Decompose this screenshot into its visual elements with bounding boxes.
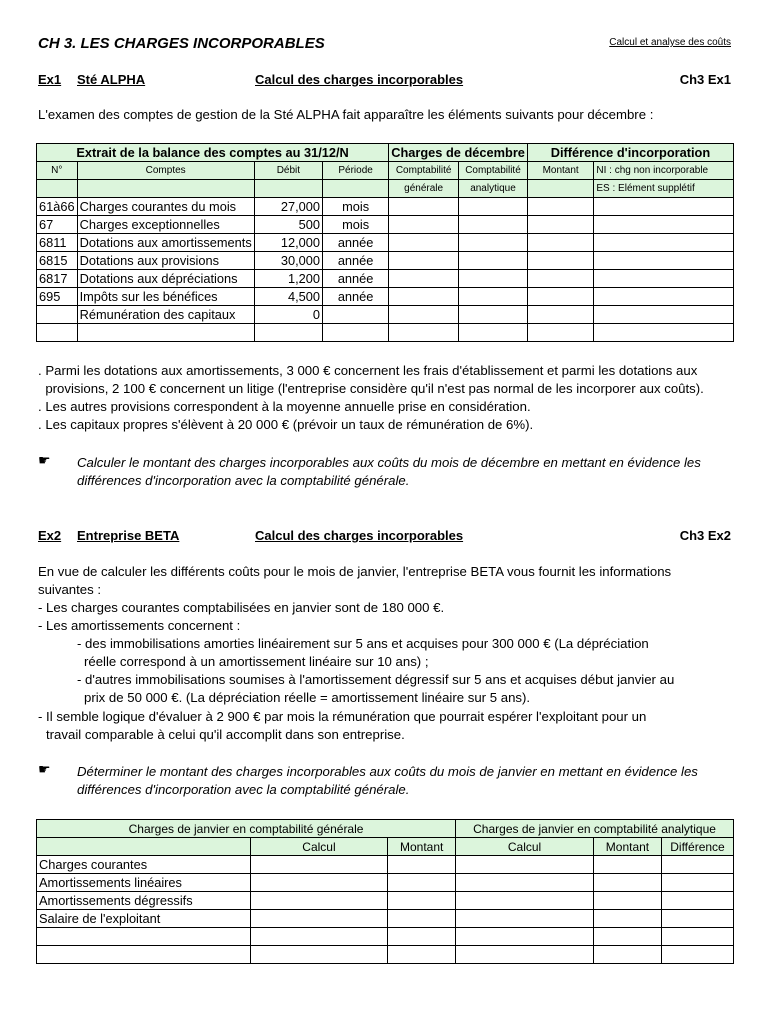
empty-answer-cell[interactable]: [389, 216, 459, 234]
empty-answer-cell[interactable]: [250, 928, 388, 946]
empty-answer-cell[interactable]: [250, 910, 388, 928]
charge-label: Salaire de l'exploitant: [37, 910, 251, 928]
empty-answer-cell[interactable]: [388, 928, 456, 946]
pointing-hand-icon: ☛: [38, 452, 51, 468]
empty-answer-cell[interactable]: [456, 910, 594, 928]
col-periode-header: Période: [323, 162, 389, 180]
empty-answer-cell[interactable]: [594, 198, 734, 216]
page-subtitle: Calcul et analyse des coûts: [609, 37, 731, 48]
account-number: 6815: [37, 252, 78, 270]
ca-group-header: Charges de janvier en comptabilité analytique: [456, 820, 734, 838]
table-row: [37, 198, 734, 216]
empty-answer-cell[interactable]: [389, 270, 459, 288]
ex2-line-2: suivantes :: [38, 582, 102, 597]
account-number: 695: [37, 288, 78, 306]
ex2-task-1: Déterminer le montant des charges incorporables aux coûts du mois de janvier en mettant en évidence les: [77, 764, 698, 779]
table-row: [37, 946, 734, 964]
january-table: [36, 819, 734, 964]
period: année: [323, 252, 389, 270]
empty-answer-cell[interactable]: [593, 856, 661, 874]
period: année: [323, 234, 389, 252]
charge-label: Amortissements linéaires: [37, 874, 251, 892]
empty-answer-cell[interactable]: [593, 910, 661, 928]
balance-table: [36, 143, 734, 342]
col-montant-header: Montant: [527, 162, 593, 180]
empty-answer-cell[interactable]: [389, 234, 459, 252]
col-ni-header: NI : chg non incorporable: [594, 162, 734, 180]
ex2-line-1: En vue de calculer les différents coûts pour le mois de janvier, l'entreprise BETA vous fournit les informations: [38, 564, 672, 579]
empty-answer-cell[interactable]: [661, 892, 733, 910]
cg-calcul-header: Calcul: [250, 838, 388, 856]
ex2-label: Ex2: [38, 528, 62, 543]
ex2-ref: Ch3 Ex2: [679, 528, 731, 543]
empty-answer-cell[interactable]: [388, 892, 456, 910]
ex2-line-7: - d'autres immobilisations soumises à l'amortissement dégressif sur 5 ans et acquises début janvier au: [77, 672, 675, 687]
table-row: [37, 306, 734, 324]
empty-answer-cell[interactable]: [250, 856, 388, 874]
table-row: [37, 892, 734, 910]
empty-answer-cell[interactable]: [459, 270, 528, 288]
empty-answer-cell[interactable]: [389, 288, 459, 306]
account-name: Impôts sur les bénéfices: [77, 288, 254, 306]
difference-header: Différence: [661, 838, 733, 856]
period: [323, 324, 389, 342]
header-blank: [37, 180, 78, 198]
empty-answer-cell[interactable]: [459, 234, 528, 252]
empty-answer-cell[interactable]: [527, 252, 593, 270]
ex2-task-2: différences d'incorporation avec la comptabilité générale.: [77, 782, 410, 797]
empty-answer-cell[interactable]: [593, 892, 661, 910]
period: mois: [323, 216, 389, 234]
ex1-heading: Calcul des charges incorporables: [255, 72, 464, 87]
empty-answer-cell[interactable]: [527, 270, 593, 288]
empty-answer-cell[interactable]: [593, 874, 661, 892]
pointing-hand-icon: ☛: [38, 761, 51, 777]
ex1-note-4: . Les capitaux propres s'élèvent à 20 000 € (prévoir un taux de rémunération de 6%).: [38, 417, 534, 432]
empty-answer-cell[interactable]: [594, 324, 734, 342]
empty-answer-cell[interactable]: [456, 874, 594, 892]
empty-answer-cell[interactable]: [459, 324, 528, 342]
col-comptes-header: Comptes: [77, 162, 254, 180]
account-name: Rémunération des capitaux: [77, 306, 254, 324]
account-number: 67: [37, 216, 78, 234]
empty-answer-cell[interactable]: [661, 928, 733, 946]
table-row: [37, 234, 734, 252]
ex2-heading: Calcul des charges incorporables: [255, 528, 464, 543]
period: année: [323, 288, 389, 306]
empty-answer-cell[interactable]: [459, 252, 528, 270]
difference-group-header: Différence d'incorporation: [527, 144, 733, 162]
page-title: CH 3. LES CHARGES INCORPORABLES: [38, 35, 325, 52]
debit-amount: 12,000: [254, 234, 322, 252]
ex2-line-4: - Les amortissements concernent :: [38, 618, 241, 633]
empty-answer-cell[interactable]: [250, 892, 388, 910]
empty-answer-cell[interactable]: [661, 946, 733, 964]
empty-answer-cell[interactable]: [527, 324, 593, 342]
empty-answer-cell[interactable]: [456, 892, 594, 910]
empty-answer-cell[interactable]: [459, 306, 528, 324]
empty-answer-cell[interactable]: [389, 306, 459, 324]
ex2-line-5: - des immobilisations amorties linéairement sur 5 ans et acquises pour 300 000 € (La dépréciation: [77, 636, 649, 651]
cg-montant-header: Montant: [388, 838, 456, 856]
empty-answer-cell[interactable]: [388, 874, 456, 892]
empty-answer-cell[interactable]: [389, 324, 459, 342]
account-name: Charges courantes du mois: [77, 198, 254, 216]
table-row: [37, 910, 734, 928]
ex1-company: Sté ALPHA: [77, 72, 146, 87]
balance-group-header: Extrait de la balance des comptes au 31/12/N: [37, 144, 389, 162]
empty-answer-cell[interactable]: [456, 928, 594, 946]
col-cg-header: Comptabilité: [389, 162, 459, 180]
empty-answer-cell[interactable]: [459, 288, 528, 306]
empty-answer-cell[interactable]: [459, 216, 528, 234]
empty-answer-cell[interactable]: [594, 234, 734, 252]
charge-label: [37, 946, 251, 964]
period: mois: [323, 198, 389, 216]
table-row: [37, 288, 734, 306]
empty-answer-cell[interactable]: [594, 288, 734, 306]
charge-label: [37, 928, 251, 946]
ex1-label: Ex1: [38, 72, 62, 87]
account-number: [37, 324, 78, 342]
empty-answer-cell[interactable]: [527, 216, 593, 234]
col-es-header: ES : Elément supplétif: [594, 180, 734, 198]
ex1-task-1: Calculer le montant des charges incorporables aux coûts du mois de décembre en mettant en évidence les: [77, 455, 701, 470]
empty-answer-cell[interactable]: [250, 946, 388, 964]
table-row: [37, 252, 734, 270]
account-name: Dotations aux provisions: [77, 252, 254, 270]
empty-answer-cell[interactable]: [661, 874, 733, 892]
empty-answer-cell[interactable]: [527, 234, 593, 252]
empty-answer-cell[interactable]: [388, 946, 456, 964]
table-row: [37, 928, 734, 946]
empty-answer-cell[interactable]: [388, 910, 456, 928]
ex1-ref: Ch3 Ex1: [679, 72, 731, 87]
debit-amount: 27,000: [254, 198, 322, 216]
charge-label: Amortissements dégressifs: [37, 892, 251, 910]
empty-answer-cell[interactable]: [661, 910, 733, 928]
ca-calcul-header: Calcul: [456, 838, 594, 856]
empty-answer-cell[interactable]: [389, 198, 459, 216]
empty-answer-cell[interactable]: [527, 198, 593, 216]
empty-answer-cell[interactable]: [389, 252, 459, 270]
col-num-header: N°: [37, 162, 78, 180]
col-debit-header: Débit: [254, 162, 322, 180]
ex1-task-2: différences d'incorporation avec la comptabilité générale.: [77, 473, 410, 488]
account-number: 61à66: [37, 198, 78, 216]
col-ca-header: Comptabilité: [459, 162, 528, 180]
debit-amount: 0: [254, 306, 322, 324]
ex1-note-2: provisions, 2 100 € concernent un litige (l'entreprise considère qu'il n'est pas normal de les incorporer aux coûts).: [38, 381, 704, 396]
ex2-line-3: - Les charges courantes comptabilisées en janvier sont de 180 000 €.: [38, 600, 445, 615]
ex2-company: Entreprise BETA: [77, 528, 180, 543]
period: [323, 306, 389, 324]
table-row: [37, 324, 734, 342]
col-ca-header-2: analytique: [459, 180, 528, 198]
empty-answer-cell[interactable]: [661, 856, 733, 874]
ex1-intro: L'examen des comptes de gestion de la Sté ALPHA fait apparaître les éléments suivants pour décembre :: [38, 107, 654, 122]
header-blank: [323, 180, 389, 198]
ex2-line-6: réelle correspond à un amortissement linéaire sur 10 ans) ;: [84, 654, 429, 669]
empty-answer-cell[interactable]: [594, 252, 734, 270]
cg-group-header: Charges de janvier en comptabilité générale: [37, 820, 456, 838]
account-name: Charges exceptionnelles: [77, 216, 254, 234]
account-name: Dotations aux dépréciations: [77, 270, 254, 288]
account-name: [77, 324, 254, 342]
ex1-note-1: . Parmi les dotations aux amortissements, 3 000 € concernent les frais d'établissement et parmi les dotations aux: [38, 363, 698, 378]
empty-answer-cell[interactable]: [594, 306, 734, 324]
col-cg-header-2: générale: [389, 180, 459, 198]
header-blank: [37, 838, 251, 856]
ex1-note-3: . Les autres provisions correspondent à la moyenne annuelle prise en considération.: [38, 399, 531, 414]
header-blank: [77, 180, 254, 198]
debit-amount: 500: [254, 216, 322, 234]
period: année: [323, 270, 389, 288]
debit-amount: 30,000: [254, 252, 322, 270]
empty-answer-cell[interactable]: [593, 946, 661, 964]
empty-answer-cell[interactable]: [594, 270, 734, 288]
ex2-line-10: travail comparable à celui qu'il accomplit dans son entreprise.: [46, 727, 405, 742]
debit-amount: 4,500: [254, 288, 322, 306]
ex2-line-8: prix de 50 000 €. (La dépréciation réelle = amortissement linéaire sur 5 ans).: [84, 690, 531, 705]
ca-montant-header: Montant: [593, 838, 661, 856]
table-row: [37, 270, 734, 288]
empty-answer-cell[interactable]: [456, 856, 594, 874]
account-number: 6811: [37, 234, 78, 252]
empty-answer-cell[interactable]: [250, 874, 388, 892]
header-blank: [254, 180, 322, 198]
empty-answer-cell[interactable]: [594, 216, 734, 234]
debit-amount: [254, 324, 322, 342]
charge-label: Charges courantes: [37, 856, 251, 874]
account-number: [37, 306, 78, 324]
december-group-header: Charges de décembre: [389, 144, 528, 162]
empty-answer-cell[interactable]: [456, 946, 594, 964]
empty-answer-cell[interactable]: [527, 306, 593, 324]
empty-answer-cell[interactable]: [388, 856, 456, 874]
account-number: 6817: [37, 270, 78, 288]
account-name: Dotations aux amortissements: [77, 234, 254, 252]
header-blank: [527, 180, 593, 198]
ex2-line-9: - Il semble logique d'évaluer à 2 900 € par mois la rémunération que pourrait espérer l'exploitant pour un: [38, 709, 647, 724]
empty-answer-cell[interactable]: [593, 928, 661, 946]
empty-answer-cell[interactable]: [459, 198, 528, 216]
table-row: [37, 856, 734, 874]
table-row: [37, 216, 734, 234]
table-row: [37, 874, 734, 892]
empty-answer-cell[interactable]: [527, 288, 593, 306]
debit-amount: 1,200: [254, 270, 322, 288]
